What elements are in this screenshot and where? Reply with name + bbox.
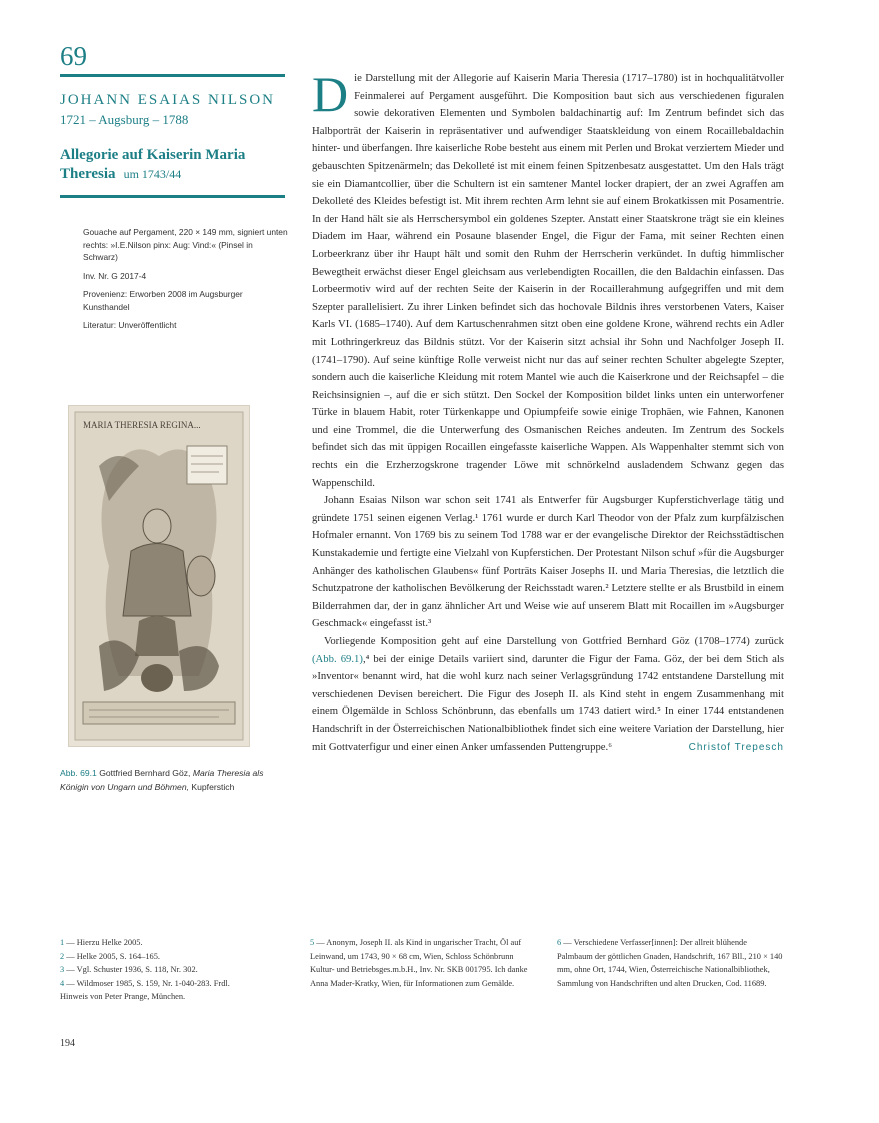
footnote-number: 2 — [60, 951, 65, 961]
footnote-text: — Wildmoser 1985, S. 159, Nr. 1-040-283. Frdl. Hinweis von Peter Prange, München. — [60, 978, 230, 1002]
footnote-number: 4 — [60, 978, 65, 988]
figure-caption — [60, 767, 290, 794]
paragraph-3-text-a: Vorliegende Komposition geht auf eine Darstellung von Gottfried Bernhard Göz (1708–1774) zurück — [324, 635, 784, 647]
caption-medium: Kupferstich — [191, 781, 235, 792]
inventory-number: Inv. Nr. G 2017-4 — [83, 270, 147, 281]
footnote-text: — Helke 2005, S. 164–165. — [66, 951, 161, 961]
top-rule — [60, 74, 285, 77]
technique: Gouache auf Pergament, 220 × 149 mm, signiert unten rechts: »I.E.Nilson pinx: Aug: Vind:« (Pinsel in Schwarz) — [83, 227, 288, 262]
catalog-number: 69 — [60, 41, 87, 71]
footnote-text: — Anonym, Joseph II. als Kind in ungarischer Tracht, Öl auf Leinwand, um 1743, 90 × 68 cm, Wien, Schloss Schönbrunn Kultur- und Betriebsges.m.b.H., Inv. Nr. SKB 001795. Ich danke Anna Mader-Kratky, Wien, für Informationen zum Gemälde. — [310, 938, 528, 988]
footnote-1 — [60, 936, 235, 950]
paragraph-1-text: ie Darstellung mit der Allegorie auf Kaiserin Maria Theresia (1717–1780) ist in hochqualitätvoller Feinmalerei auf Pergament ausgeführt. Die Komposition baut sich aus verschiedenen figuralen sowie dekorativen Elementen und Symbolen baldachinartig auf: Im Zentrum befindet sich das Halbporträt der Kaiserin in repräsentativer und aufwendiger Staatskleidung von einem Rocaillebaldachin hinter- und überfangen. Ihre kaiserliche Robe besteht aus einem mit Perlen und Brokat verziertem Mieder und gebauschten Spitzenärmeln; das Dekolleté ist mit einem feinen Spitzenbesatz ausgestattet. Um den Hals trägt sie ein Diamantcollier, über die Schultern ist ein samtener Mantel locker drapiert, der an zwei Agraffen am Dekolleté des Kleides befestigt ist. Mit ihrem rechten Arm lehnt sie auf einem Brokatkissen mit Posamentrie. In der Hand hält sie als Herrschersymbol ein goldenes Szepter. Anstatt einer Staatskrone trägt sie ein kleines Diadem im Haar, während ein Posaune blasender Engel, die Figur der Fama, mit seiner Rechten einen Lorbeerkranz über ihr Haupt hält und somit den Ruhm der Herrscherin verkündet. In duftig himmlischer Bewegtheit erwächst dieser Engel gleichsam aus verlebendigten Rocaillen, die den Baldachin einfassen. Das Lorbeermotiv wird auf der rechten Seite der Kaiserin in der Rocaillerahmung aufgegriffen und mit dem Szepter parallelisiert. Zu ihrer Linken befindet sich das hochovale Bildnis ihres verstorbenen Vaters, Kaiser Karls VI. (1685–1740). Auf dem Kartuschenrahmen sitzt oben eine goldene Krone, während rechts ein Adler mit Lothringerkreuz das Bildnis stützt. Vor der Kaiserin sitzt achsial ihr Sohn und Nachfolger Joseph II. (1741–1790). Auf seine künftige Rolle verweist nicht nur das auf seiner rechten Schulter abgelegte Szepter, sondern auch die kaiserliche Kleidung mit rotem Mantel wie auch die Kaiserkrone und der Reichsapfel – die Reichsinsignien –, auf die er sich stützt. Den Sockel der Komposition bildet links unten ein unterworfener Türke in blauem Habit, roter Türkenkappe und Opiumpfeife sowie einige Trophäen, wie Fahnen, Kanonen und eine Trommel, die die Unterwerfung des Osmanischen Reiches andeuten. Im Zentrum des Sockels befindet sich das mit üppigen Rocaillen eingefasste kaiserliche Wappen. Als Wappenhalter stemmt sich von rechts ein die Erzherzogskrone tragender Löwe mit schnörkelnd ausladendem Schwanz gegen das Wappenschild. — [312, 72, 784, 489]
footnote-4 — [60, 977, 235, 1004]
footnote-number: 6 — [557, 938, 562, 947]
footnote-number: 5 — [310, 938, 315, 947]
caption-artist: Gottfried Bernhard Göz, — [99, 768, 191, 778]
work-title — [60, 146, 290, 184]
artist-dates: 1721 – Augsburg – 1788 — [60, 112, 189, 127]
footnote-6 — [557, 936, 784, 990]
work-title-text: Allegorie auf Kaiserin Maria Theresia — [60, 147, 246, 182]
footnotes-column-2 — [310, 936, 535, 990]
paragraph-3-text-b: ,⁴ bei der einige Details variiert sind, darunter die Figur der Fama. Göz, der bei dem Stich als »Inventor« benannt wird, hat die wohl kurz nach seiner Verlagsgründung 1742 entstandene Darstellung mit verschiedenen Devisen bereichert. Die Figur des Joseph II. als Kind steht in engem Zusammenhang mit einem Ölgemälde in Schloss Schönbrunn, das ebenfalls um 1743 datiert wird.⁵ In einer 1744 entstandenen Handschrift in der Österreichischen Nationalbibliothek findet sich eine weitere Variation der Darstellung, hier mit Gottvaterfigur und einer einen Anker umfassenden Puttengruppe.⁶ — [312, 652, 784, 753]
footnote-2 — [60, 950, 235, 964]
drop-cap: D — [312, 66, 349, 122]
footnote-text: — Vgl. Schuster 1936, S. 118, Nr. 302. — [66, 965, 198, 975]
paragraph-3 — [312, 633, 784, 756]
object-metadata — [83, 226, 288, 338]
work-date: um 1743/44 — [123, 167, 182, 181]
engraving-image — [68, 405, 250, 747]
footnotes-column-3 — [557, 936, 784, 990]
paragraph-2: Johann Esaias Nilson war schon seit 1741 als Entwerfer für Augsburger Kupferstichverlage tätig und gründete 1751 seinen eigenen Verlag.¹ 1761 wurde er durch Karl Theodor von der Pfalz zum kurpfälzischen Hofmaler ernannt. Von 1769 bis zu seinem Tod 1788 war er der evangelische Direktor der Reichsstädtischen Kunstakademie und fertigte eine Vielzahl von Kupferstichen. Der Protestant Nilson schuf »für die Augsburger Anhänger des katholischen Glaubens« fünf Porträts Kaiser Josephs II. und Maria Theresias, die letztlich die Schutzpatrone der katholischen Bevölkerung der Reichsstadt waren.² Letztere stellte er als Brustbild in einem Bilderrahmen dar, der in ganz ähnlicher Art und Weise wie auf unserem Blatt mit Rocaillen im »Augsburger Geschmack« eingefasst ist.³ — [312, 494, 784, 630]
footnote-5 — [310, 936, 535, 990]
caption-label: Abb. 69.1 — [60, 768, 97, 778]
engraving-illustration — [69, 406, 249, 746]
footnote-3 — [60, 963, 235, 977]
footnote-number: 1 — [60, 938, 65, 947]
artist-name: JOHANN ESAIAS NILSON — [60, 92, 276, 108]
caption-title: Maria Theresia als Königin von Ungarn und Böhmen, — [60, 768, 264, 792]
figure-reference-link[interactable]: (Abb. 69.1) — [312, 652, 363, 665]
footnote-text: — Hierzu Helke 2005. — [66, 938, 143, 947]
footnote-number: 3 — [60, 965, 65, 975]
title-rule — [60, 195, 285, 198]
provenance: Provenienz: Erworben 2008 im Augsburger Kunsthandel — [83, 289, 243, 312]
footnotes-column-1 — [60, 936, 235, 1004]
author-name: Christof Trepesch — [688, 742, 784, 754]
engraving-title: MARIA THERESIA REGINA... — [83, 420, 201, 430]
paragraph-1 — [312, 66, 784, 492]
literature: Literatur: Unveröffentlicht — [83, 320, 177, 330]
body-text — [312, 66, 784, 757]
footnote-text: — Verschiedene Verfasser[innen]: Der allreit blühende Palmbaum der göttlichen Gnaden, Handschrift, 167 Bll., 210 × 140 mm, ohne Ort, 1744, Wien, Österreichische Nationalbibliothek, Sammlung von Handschriften und alten Drucken, Cod. 11689. — [557, 938, 783, 988]
page-number: 194 — [60, 1038, 75, 1049]
